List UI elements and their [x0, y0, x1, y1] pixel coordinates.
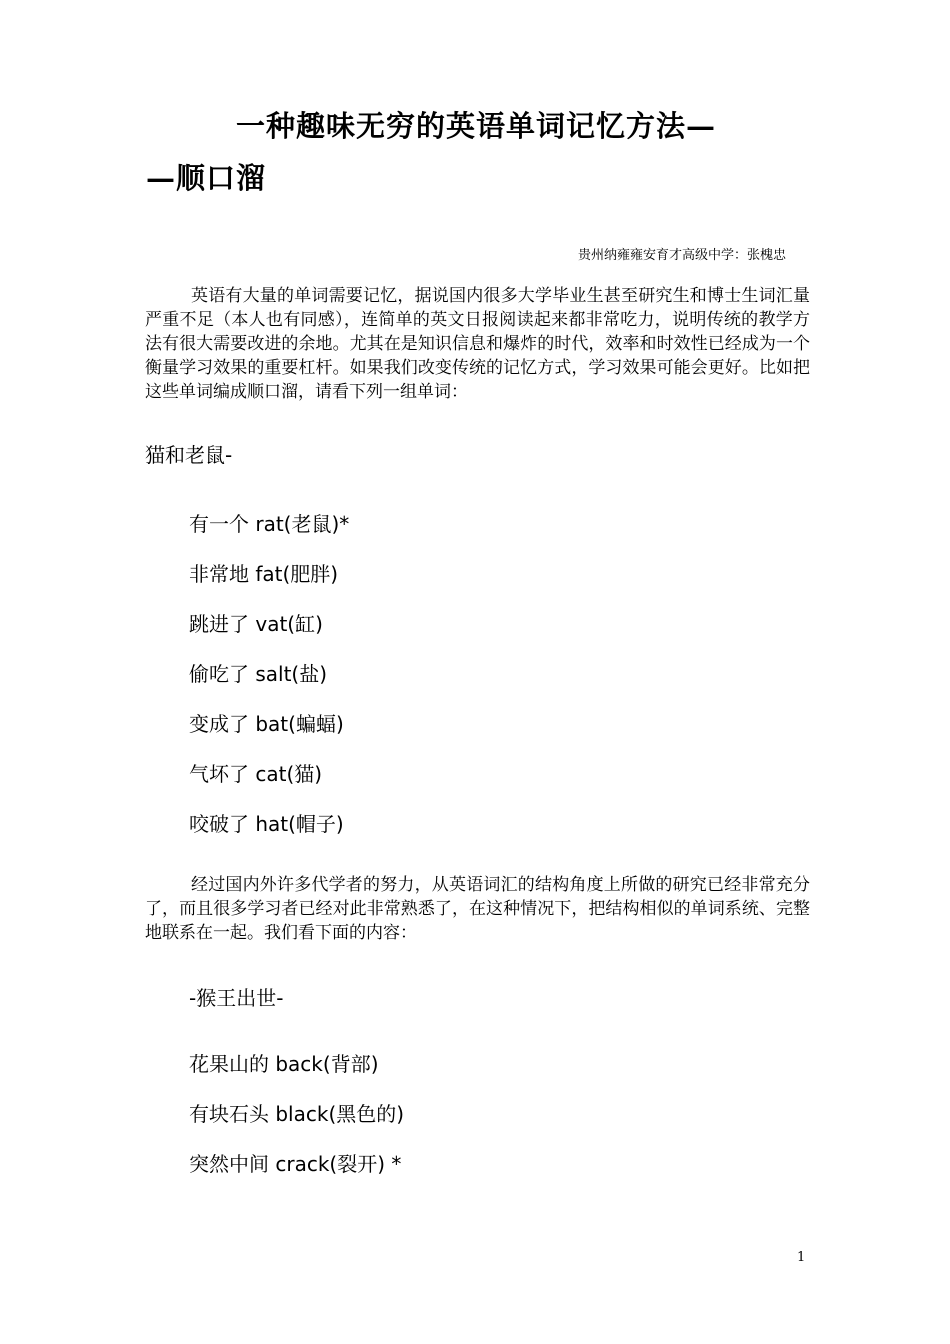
rhyme-list-monkey-king	[189, 1051, 404, 1201]
rhyme-line: 非常地 fat(肥胖)	[189, 562, 339, 586]
rhyme-list-cat-and-rat	[189, 511, 349, 861]
intro-paragraph: 英语有大量的单词需要记忆，据说国内很多大学毕业生甚至研究生和博士生词汇量严重不足（本人也有同感），连简单的英文日报阅读起来都非常吃力，说明传统的教学方法有很大需要改进的余地。尤其在是知识信息和爆炸的时代，效率和时效性已经成为一个衡量学习效果的重要杠杆。如果我们改变传统的记忆方式，学习效果可能会更好。比如把这些单词编成顺口溜，请看下列一组单词：	[145, 286, 810, 402]
section-title-monkey-king: -猴王出世-	[189, 986, 284, 1010]
section-title-cat-and-rat: 猫和老鼠-	[145, 443, 233, 467]
rhyme-line: 突然中间 crack(裂开) *	[189, 1152, 402, 1176]
author-byline: 贵州纳雍雍安育才高级中学：张槐忠	[577, 248, 786, 263]
rhyme-line: 跳进了 vat(缸)	[189, 612, 323, 636]
rhyme-line: 气坏了 cat(猫)	[189, 762, 323, 786]
explanation-paragraph: 经过国内外许多代学者的努力，从英语词汇的结构角度上所做的研究已经非常充分了，而且很多学习者已经对此非常熟悉了，在这种情况下，把结构相似的单词系统、完整地联系在一起。我们看下面的内容：	[145, 875, 810, 943]
page-number: 1	[797, 1250, 806, 1265]
document-title-line-2: —顺口溜	[146, 161, 267, 195]
rhyme-line: 有一个 rat(老鼠)*	[189, 512, 350, 536]
document-title-line-1: 一种趣味无穷的英语单词记忆方法—	[236, 109, 717, 143]
rhyme-line: 偷吃了 salt(盐)	[189, 662, 328, 686]
rhyme-line: 变成了 bat(蝙蝠)	[189, 712, 344, 736]
rhyme-line: 咬破了 hat(帽子)	[189, 812, 344, 836]
rhyme-line: 有块石头 black(黑色的)	[189, 1102, 405, 1126]
rhyme-line: 花果山的 back(背部)	[189, 1052, 379, 1076]
